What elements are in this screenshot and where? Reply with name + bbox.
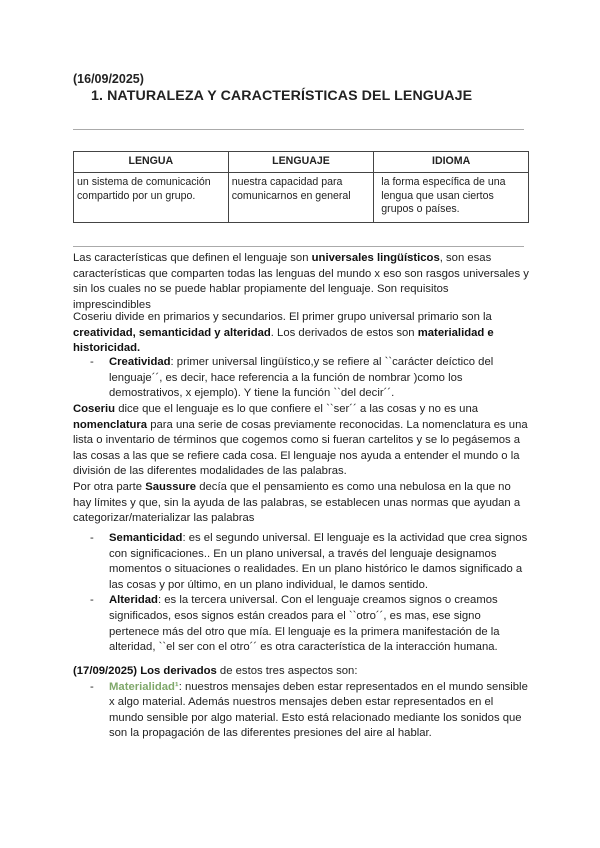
text-run: dice que el lenguaje es lo que confiere el ``ser´´ a las cosas y no es una bbox=[115, 403, 479, 415]
bullet-creatividad bbox=[73, 355, 529, 402]
paragraph-nomenclatura bbox=[73, 402, 529, 527]
table-header-row bbox=[74, 152, 529, 173]
table-cell-lengua: un sistema de comunicación compartido por un grupo. bbox=[74, 173, 229, 223]
bullet-dash: - bbox=[90, 594, 94, 607]
text-run: Por otra parte bbox=[73, 480, 146, 493]
bullet-semanticidad bbox=[73, 531, 529, 656]
bold-term: (17/09/2025) Los derivados bbox=[73, 665, 217, 677]
bold-term: nomenclatura bbox=[73, 418, 148, 431]
bullet-dash: - bbox=[90, 356, 94, 368]
text-run: : primer universal lingüístico,y se refiere al ``carácter deíctico del lenguaje´´, es decir, hace referencia a la función de nombrar )como los demostrativos, x ejemplo). Y tiene la función ``del decir´´. bbox=[109, 356, 494, 400]
highlighted-term: Materialidad¹ bbox=[109, 680, 179, 693]
definitions-table bbox=[73, 151, 529, 223]
text-run: : es la tercera universal. Con el lenguaje creamos signos o creamos significados, esos signos están creados para el ``otro´´, es mas, ese signo pertenece más del otro que mía. El lenguaje es la primera manifestación de la alteridad, ``el ser con el otro´´ es otra característica de la interacción humana. bbox=[109, 594, 500, 654]
table-cell-idioma: la forma específica de una lengua que usan ciertos grupos o países. bbox=[374, 173, 529, 223]
bold-term: Creatividad bbox=[109, 356, 171, 368]
horizontal-rule bbox=[73, 246, 524, 247]
bold-term: Alteridad bbox=[109, 594, 158, 607]
text-run: : es el segundo universal. El lenguaje es la actividad que crea signos con significaciones.. En un plano universal, a través del lenguaje designamos momentos o situaciones o realidades. En un plano histórico le damos significado a las cosas y por último, en un plano individual, le damos sentido. bbox=[109, 532, 528, 591]
bold-term: universales lingüísticos bbox=[311, 252, 440, 264]
table-row bbox=[74, 173, 529, 223]
text-run: para una serie de cosas previamente reconocidas. La nomenclatura es una lista o inventario de términos que cogemos como si fueran cartelitos y se lo pegásemos a las cosas a las que se refiere cada cosa. El lenguaje nos ayuda a entender el mundo o la división de las diferentes modalidades de las palabras. bbox=[73, 418, 528, 478]
table-cell-lenguaje: nuestra capacidad para comunicarnos en general bbox=[228, 173, 374, 223]
paragraph-coseriu bbox=[73, 310, 529, 357]
bold-term: Saussure bbox=[145, 480, 197, 493]
date-label: (16/09/2025) bbox=[73, 72, 144, 86]
paragraph-derivados bbox=[73, 664, 529, 742]
text-run: de estos tres aspectos son: bbox=[216, 665, 358, 677]
text-run: , son esas características que comparten todas las lenguas del mundo x eso son rasgos universales y sin los cuales no se puede hablar propiamente del lenguaje. Son requisitos imprescindibles bbox=[73, 252, 529, 311]
text-run: : nuestros mensajes deben estar representados en el mundo sensible x algo material. Además nuestros mensajes deben estar representados en el mundo sensible por algo material. Esto está relacionado mediante los sonidos que son la propagación de las diferentes presiones del aire al hablar. bbox=[109, 680, 528, 740]
table-header-lengua: LENGUA bbox=[74, 152, 229, 173]
bullet-dash: - bbox=[90, 532, 94, 544]
bold-term: materialidad e historicidad. bbox=[73, 326, 494, 355]
paragraph-universales bbox=[73, 251, 529, 313]
table-header-lenguaje: LENGUAJE bbox=[228, 152, 374, 173]
bold-term: creatividad, semanticidad y alteridad bbox=[73, 326, 271, 339]
horizontal-rule bbox=[73, 129, 524, 130]
bold-term: Coseriu bbox=[73, 403, 116, 415]
text-run: . Los derivados de estos son bbox=[270, 326, 418, 339]
bullet-dash: - bbox=[90, 680, 94, 693]
table-header-idioma: IDIOMA bbox=[374, 152, 529, 173]
bold-term: Semanticidad bbox=[109, 532, 183, 544]
text-run: Las características que definen el lenguaje son bbox=[73, 252, 312, 264]
section-heading: 1. NATURALEZA Y CARACTERÍSTICAS DEL LENGUAJE bbox=[91, 88, 473, 104]
text-run: Coseriu divide en primarios y secundarios. El primer grupo universal primario son la bbox=[73, 311, 492, 323]
text-run: decía que el pensamiento es como una nebulosa en la que no hay límites y que, sin la ayuda de las palabras, se establecen unas normas que ayudan a categorizar/materializar las palabras bbox=[73, 480, 521, 525]
